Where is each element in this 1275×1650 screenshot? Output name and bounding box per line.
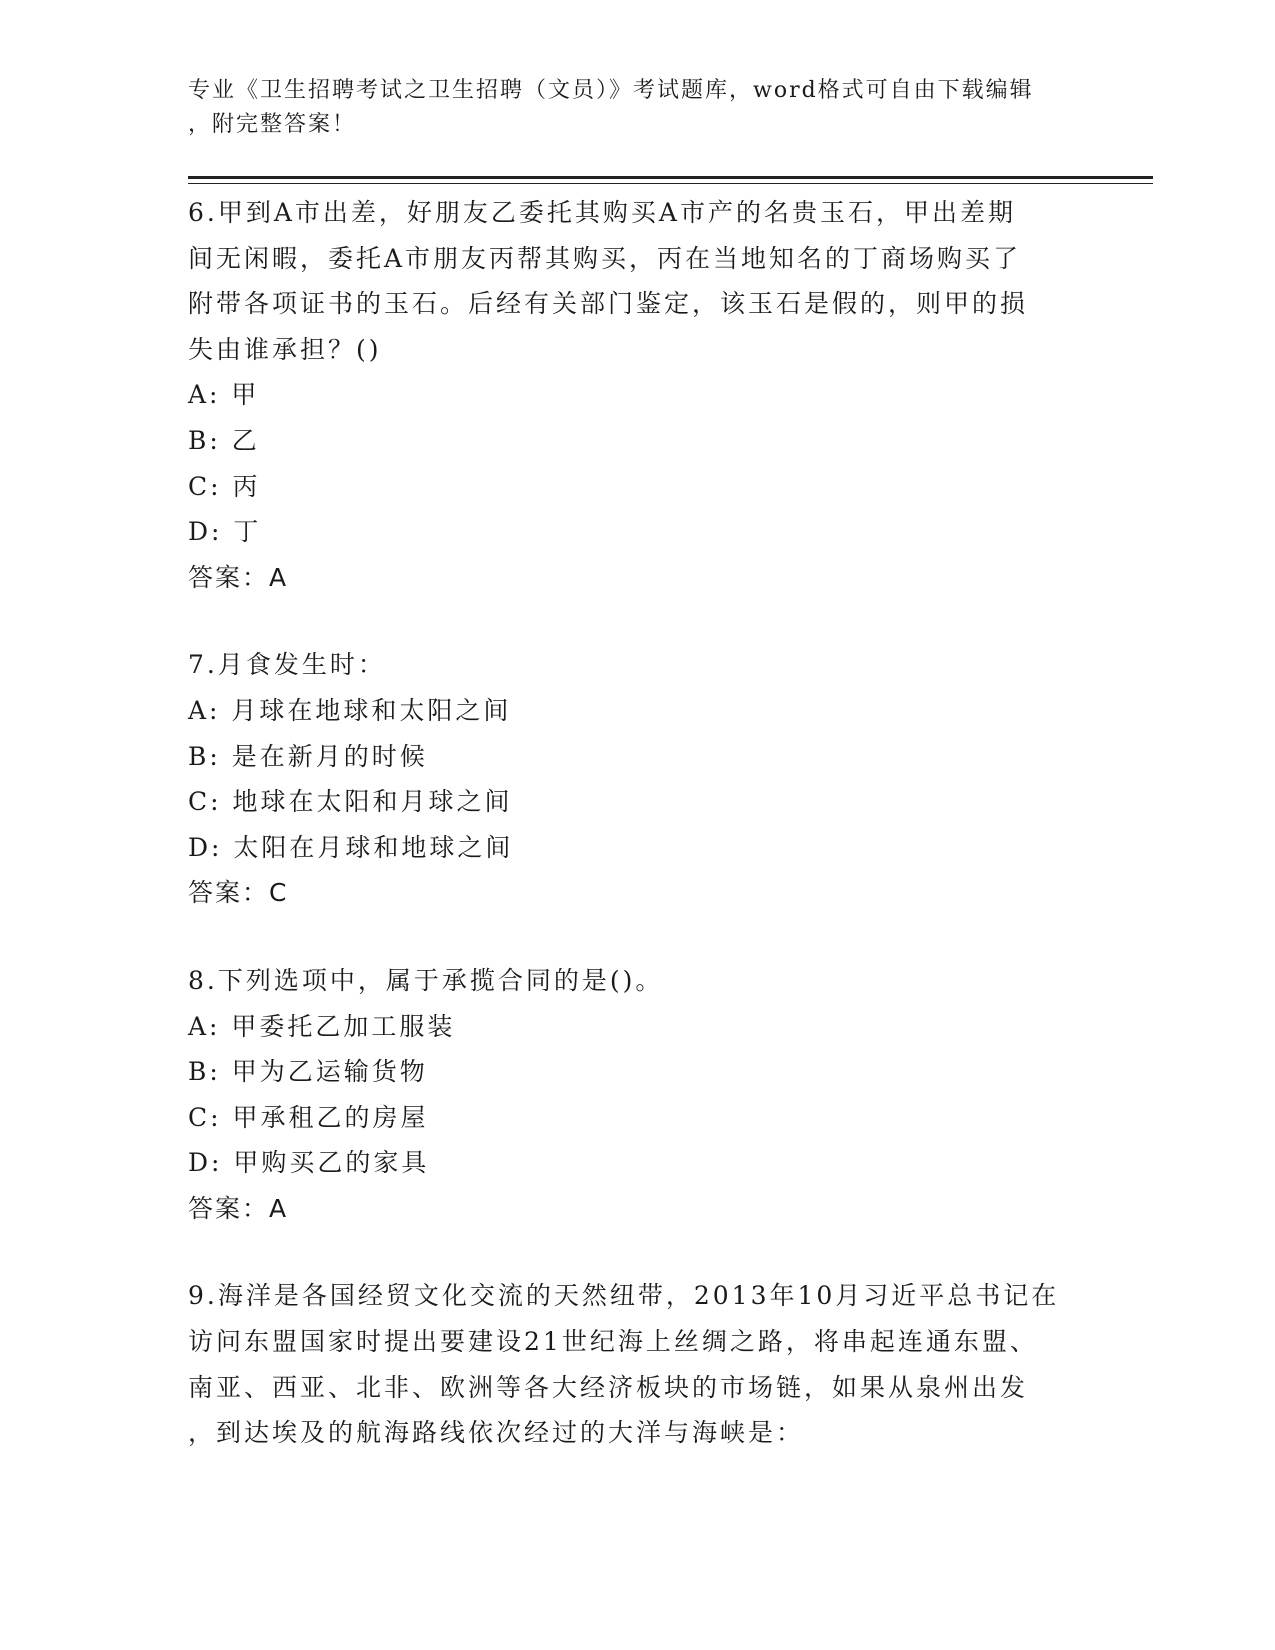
option-b: B: 甲为乙运输货物 <box>188 1057 428 1087</box>
question-text-line: 附带各项证书的玉石。后经有关部门鉴定，该玉石是假的，则甲的损 <box>188 289 1029 319</box>
document-header <box>188 74 1068 142</box>
question-text-line: ，到达埃及的航海路线依次经过的大洋与海峡是： <box>188 1418 805 1448</box>
option-c: C: 丙 <box>188 471 261 501</box>
question-text-line: 访问东盟国家时提出要建设21世纪海上丝绸之路，将串起连通东盟、 <box>188 1327 1038 1357</box>
question-7 <box>188 642 1088 916</box>
header-divider-thick <box>188 176 1153 179</box>
header-line-2: ，附完整答案！ <box>188 112 357 137</box>
question-text-line: 9.海洋是各国经贸文化交流的天然纽带，2013年10月习近平总书记在 <box>188 1281 1060 1311</box>
question-text-line: 7.月食发生时： <box>188 650 386 680</box>
question-text-line: 南亚、西亚、北非、欧洲等各大经济板块的市场链，如果从泉州出发 <box>188 1372 1029 1402</box>
option-b: B: 乙 <box>188 425 260 455</box>
question-9 <box>188 1273 1088 1455</box>
option-d: D: 丁 <box>188 517 262 547</box>
question-text-line: 8.下列选项中，属于承揽合同的是()。 <box>188 965 664 995</box>
question-list <box>188 190 1088 1498</box>
option-d: D: 太阳在月球和地球之间 <box>188 832 514 862</box>
option-a: A: 甲 <box>188 380 260 410</box>
option-b: B: 是在新月的时候 <box>188 741 428 771</box>
option-a: A: 甲委托乙加工服装 <box>188 1011 456 1041</box>
option-d: D: 甲购买乙的家具 <box>188 1148 430 1178</box>
question-text-line: 间无闲暇，委托A市朋友丙帮其购买，丙在当地知名的丁商场购买了 <box>188 243 1022 273</box>
question-text-line: 6.甲到A市出差，好朋友乙委托其购买A市产的名贵玉石，甲出差期 <box>188 198 1016 227</box>
answer: 答案：C <box>188 878 289 908</box>
header-divider-thin <box>188 183 1153 184</box>
option-a: A: 月球在地球和太阳之间 <box>188 695 512 725</box>
question-8 <box>188 958 1088 1232</box>
answer: 答案：A <box>188 1193 289 1223</box>
option-c: C: 甲承租乙的房屋 <box>188 1102 429 1132</box>
answer: 答案：A <box>188 562 289 592</box>
question-6 <box>188 190 1088 600</box>
question-text-line: 失由谁承担？() <box>188 334 382 364</box>
option-c: C: 地球在太阳和月球之间 <box>188 787 513 817</box>
header-line-1: 专业《卫生招聘考试之卫生招聘（文员）》考试题库，word格式可自由下载编辑 <box>188 78 1034 103</box>
